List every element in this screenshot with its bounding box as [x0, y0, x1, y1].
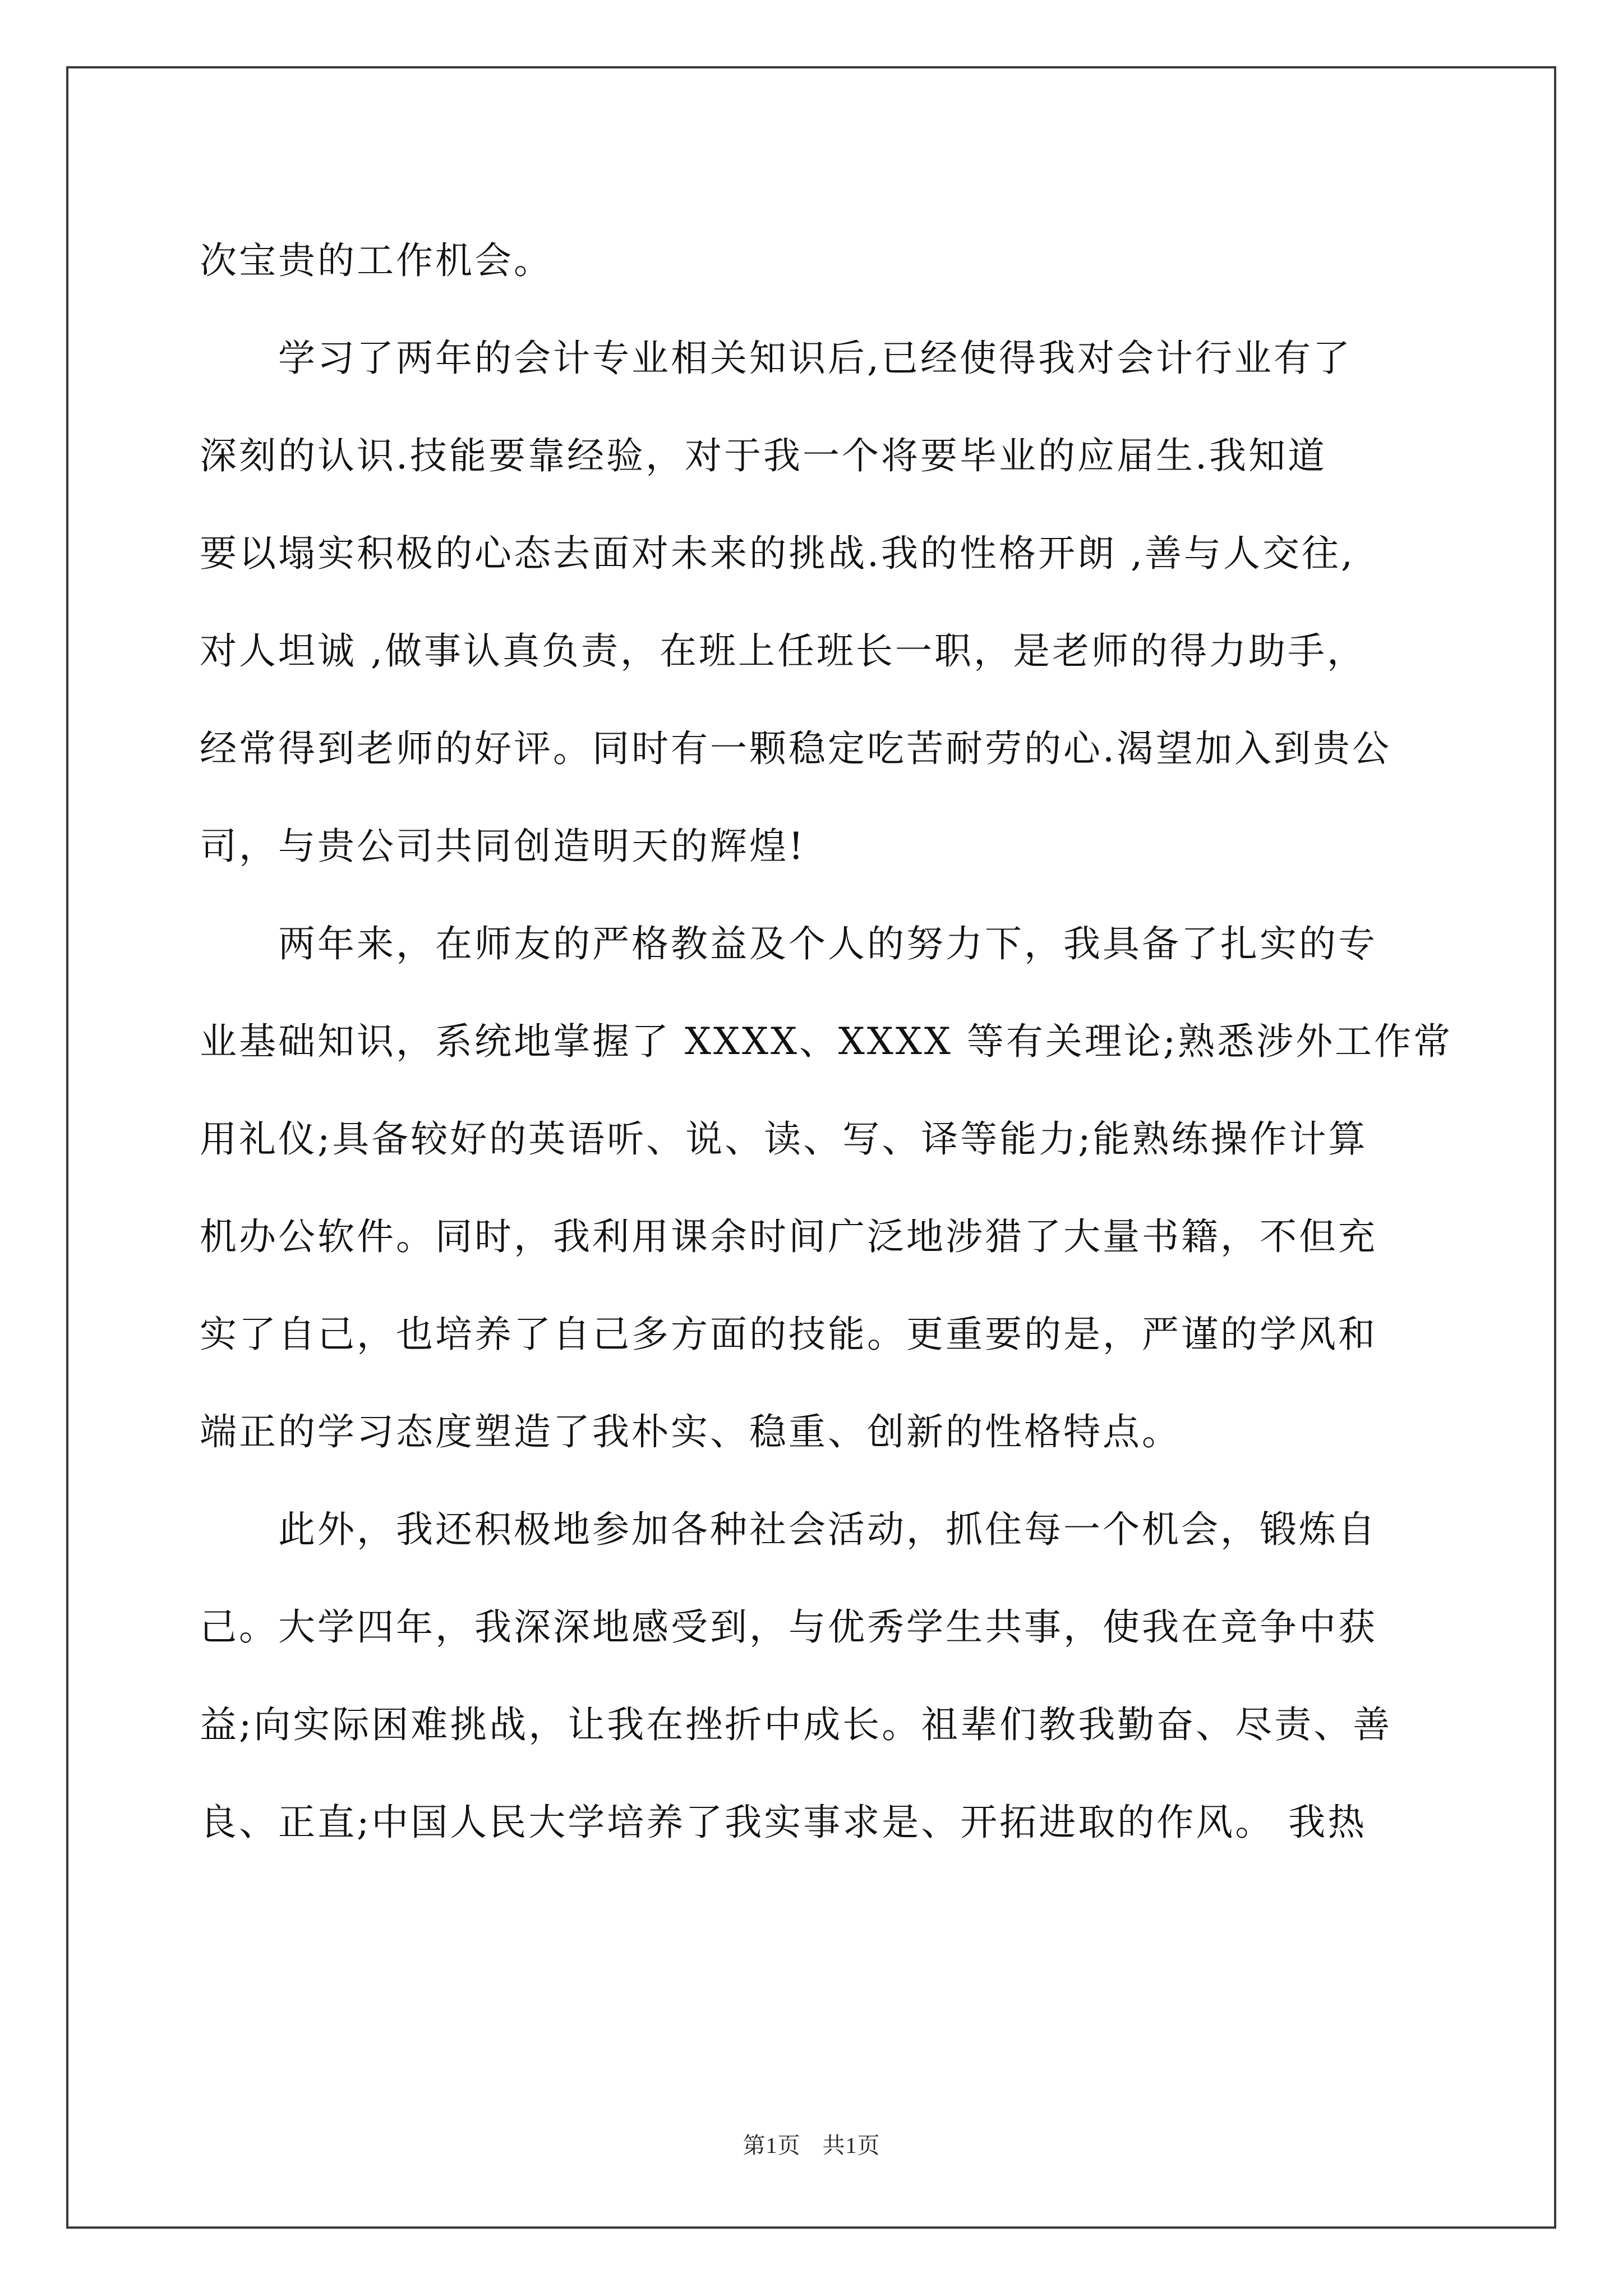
text-line-3: 深刻的认识.技能要靠经验，对于我一个将要毕业的应届生.我知道 [200, 434, 1327, 477]
text-line-16: 益;向实际困难挑战，让我在挫折中成长。祖辈们教我勤奋、尽责、善 [200, 1703, 1393, 1746]
text-line-10: 用礼仪;具备较好的英语听、说、读、写、译等能力;能熟练操作计算 [200, 1117, 1368, 1161]
text-line-5: 对人坦诚 ,做事认真负责，在班上任班长一职，是老师的得力助手， [200, 629, 1366, 673]
text-line-15: 己。大学四年，我深深地感受到，与优秀学生共事，使我在竞争中获 [200, 1605, 1377, 1649]
page-footer [0, 2128, 1623, 2160]
text-line-4: 要以塌实积极的心态去面对未来的挑战.我的性格开朗 ,善与人交往, [200, 532, 1355, 575]
text-line-11: 机办公软件。同时，我利用课余时间广泛地涉猎了大量书籍，不但充 [200, 1215, 1377, 1258]
page-total: 共1页 [822, 2133, 880, 2158]
text-line-9: 业基础知识，系统地掌握了 XXXX、XXXX 等有关理论;熟悉涉外工作常 [200, 1020, 1453, 1063]
text-line-1: 次宝贵的工作机会。 [200, 239, 553, 282]
text-line-6: 经常得到老师的好评。同时有一颗稳定吃苦耐劳的心.渴望加入到贵公 [200, 727, 1391, 770]
document-body [200, 212, 1453, 1871]
page-number: 第1页 [743, 2133, 801, 2158]
text-line-17: 良、正直;中国人民大学培养了我实事求是、开拓进取的作风。 我热 [200, 1801, 1367, 1844]
text-line-2: 学习了两年的会计专业相关知识后,已经使得我对会计行业有了 [200, 337, 1352, 380]
text-line-12: 实了自己，也培养了自己多方面的技能。更重要的是，严谨的学风和 [200, 1313, 1377, 1356]
text-line-7: 司，与贵公司共同创造明天的辉煌! [200, 825, 806, 868]
text-line-8: 两年来，在师友的严格教益及个人的努力下，我具备了扎实的专 [200, 922, 1377, 965]
text-line-14: 此外，我还积极地参加各种社会活动，抓住每一个机会，锻炼自 [200, 1508, 1377, 1551]
text-line-13: 端正的学习态度塑造了我朴实、稳重、创新的性格特点。 [200, 1410, 1181, 1453]
